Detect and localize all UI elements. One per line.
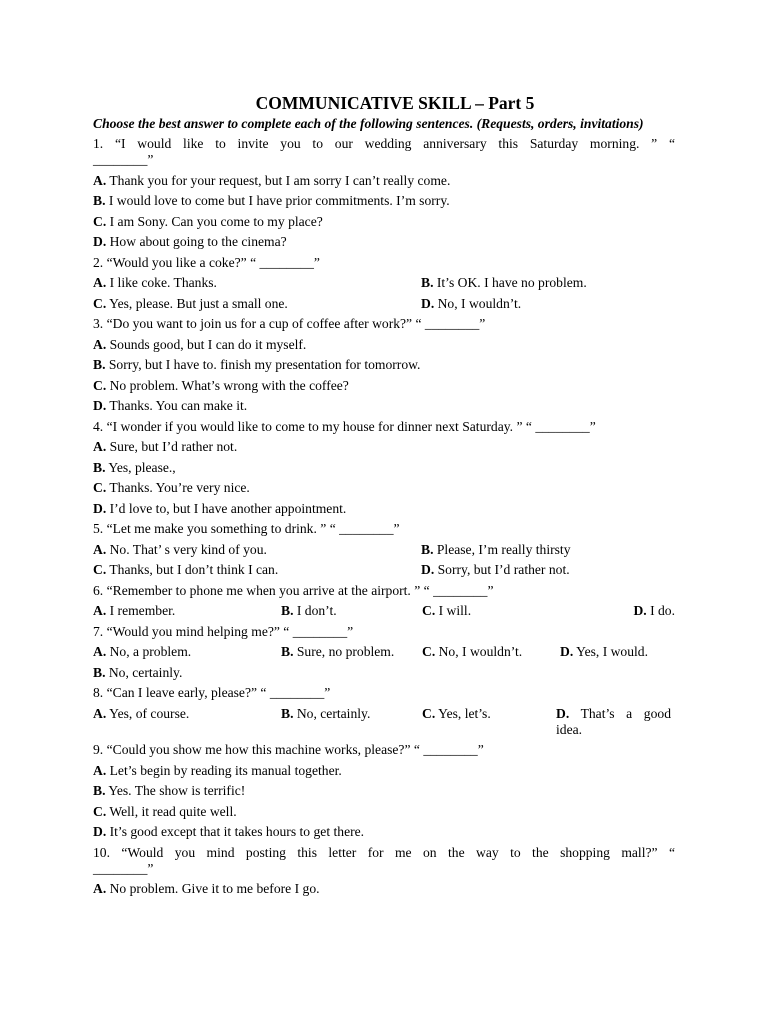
- option-5b: [421, 542, 571, 558]
- question-10: 10. “Would you mind posting this letter for me on the way to the shopping mall?” “: [93, 844, 675, 860]
- option-text: Yes, let’s.: [435, 705, 491, 721]
- option-text: Yes, please.,: [105, 459, 176, 475]
- option-1d: [93, 234, 675, 250]
- option-text: Thanks. You’re very nice.: [106, 480, 250, 495]
- option-text: Sure, no problem.: [293, 644, 395, 659]
- option-letter: C.: [93, 295, 107, 311]
- option-letter: D.: [421, 562, 435, 577]
- option-letter: C.: [422, 705, 436, 721]
- options-row-5ab: [93, 542, 675, 558]
- option-letter: A.: [93, 603, 107, 618]
- option-letter: A.: [93, 336, 107, 352]
- option-text: No, certainly.: [105, 664, 183, 680]
- question-2: 2. “Would you like a coke?” “ ________”: [93, 254, 320, 270]
- option-letter: C.: [93, 377, 107, 393]
- option-text: Thanks. You can make it.: [106, 398, 248, 413]
- option-7b: [281, 644, 422, 660]
- option-3a: [93, 337, 675, 353]
- option-letter: A.: [93, 705, 107, 721]
- option-text: Yes, I would.: [573, 644, 648, 659]
- option-letter: D.: [556, 705, 570, 721]
- option-text: Thank you for your request, but I am sorry I can’t really come.: [106, 172, 451, 188]
- option-text: Sorry, but I have to. finish my presentation for tomorrow.: [105, 357, 421, 372]
- option-letter: D.: [633, 603, 647, 618]
- option-letter: B.: [93, 193, 106, 208]
- option-text: It’s good except that it takes hours to get there.: [106, 824, 365, 839]
- instructions: [93, 116, 675, 132]
- option-text: No. That’ s very kind of you.: [106, 541, 267, 557]
- option-2c: [93, 296, 421, 312]
- option-letter: D.: [93, 234, 107, 249]
- option-letter: D.: [93, 398, 107, 413]
- instructions-line-1: Choose the best answer to complete each of the following sentences. (Requests, orders,: [93, 116, 577, 131]
- options-row-2ab: [93, 275, 675, 291]
- option-2d: [421, 296, 521, 312]
- option-letter: B.: [93, 357, 106, 372]
- option-text: I remember.: [106, 603, 176, 618]
- question-9: 9. “Could you show me how this machine works, please?” “ ________”: [93, 742, 484, 757]
- option-letter: C.: [93, 480, 107, 495]
- option-letter: C.: [422, 603, 436, 618]
- option-1c: [93, 214, 675, 230]
- question-7: 7. “Would you mind helping me?” “ ________”: [93, 623, 354, 639]
- option-6c: [422, 603, 606, 619]
- option-text: How about going to the cinema?: [106, 234, 287, 249]
- option-letter: C.: [93, 562, 107, 577]
- question-1-blank: ________”: [93, 152, 154, 167]
- option-text: That’s a good idea.: [556, 705, 671, 737]
- option-letter: A.: [93, 275, 107, 290]
- option-letter: C.: [93, 803, 107, 819]
- option-letter: A.: [93, 881, 107, 896]
- option-letter: A.: [93, 439, 107, 454]
- option-letter: A.: [93, 541, 107, 557]
- option-text: I’d love to, but I have another appointment.: [106, 500, 347, 516]
- option-text: Sounds good, but I can do it myself.: [106, 336, 307, 352]
- option-5d: [421, 562, 570, 578]
- option-text: Let’s begin by reading its manual together.: [106, 762, 342, 778]
- option-letter: D.: [93, 500, 107, 516]
- option-2b: [421, 275, 587, 291]
- option-text: Yes, of course.: [106, 705, 190, 721]
- option-text: Sorry, but I’d rather not.: [434, 562, 570, 577]
- question-1: 1. “I would like to invite you to our wedding anniversary this Saturday morning. ” “: [93, 136, 675, 151]
- option-letter: A.: [93, 172, 107, 188]
- option-7a: [93, 644, 281, 660]
- option-4a: [93, 439, 675, 455]
- option-1b: [93, 193, 675, 209]
- option-10a: [93, 881, 675, 897]
- option-text: I don’t.: [293, 603, 337, 618]
- option-text: Yes. The show is terrific!: [105, 783, 246, 798]
- option-text: No, I wouldn’t.: [434, 295, 522, 311]
- option-text: No problem. What’s wrong with the coffee?: [106, 377, 349, 393]
- option-5a: [93, 542, 421, 558]
- option-letter: B.: [93, 459, 106, 475]
- option-text: I do.: [646, 603, 675, 618]
- option-text: I will.: [435, 603, 472, 618]
- option-3b: [93, 357, 675, 373]
- option-9c: [93, 804, 675, 820]
- option-text: I like coke. Thanks.: [106, 275, 217, 290]
- option-9d: [93, 824, 675, 840]
- options-row-5cd: [93, 562, 675, 578]
- option-letter: B.: [281, 705, 294, 721]
- option-letter: B.: [281, 603, 294, 618]
- option-4c: [93, 480, 675, 496]
- option-letter: D.: [93, 824, 107, 839]
- option-text: Sure, but I’d rather not.: [106, 439, 238, 454]
- option-8d: [556, 706, 671, 738]
- question-3: 3. “Do you want to join us for a cup of coffee after work?” “ ________”: [93, 316, 486, 331]
- option-4d: [93, 501, 675, 517]
- question-6: 6. “Remember to phone me when you arrive at the airport. ” “ ________”: [93, 582, 494, 598]
- option-6d: [606, 603, 675, 619]
- option-letter: B.: [93, 783, 106, 798]
- instructions-line-2: invitations): [580, 116, 644, 131]
- option-letter: B.: [421, 275, 434, 290]
- option-9b: [93, 783, 675, 799]
- option-text: No, a problem.: [106, 644, 192, 659]
- page-title: COMMUNICATIVE SKILL – Part 5: [255, 93, 535, 113]
- option-letter: B.: [421, 541, 434, 557]
- option-letter: B.: [93, 664, 106, 680]
- option-8b: [281, 706, 422, 722]
- option-text: It’s OK. I have no problem.: [433, 275, 587, 290]
- option-letter: A.: [93, 644, 107, 659]
- option-letter: D.: [421, 295, 435, 311]
- option-7c: [422, 644, 560, 660]
- option-text: I would love to come but I have prior commitments. I’m sorry.: [105, 193, 450, 208]
- question-10-blank: ________”: [93, 860, 154, 876]
- question-8: 8. “Can I leave early, please?” “ ________”: [93, 685, 331, 700]
- option-3c: [93, 378, 675, 394]
- question-4: 4. “I wonder if you would like to come to my house for dinner next Saturday. ” “ ________”: [93, 418, 596, 434]
- option-7d: [560, 644, 648, 660]
- option-text: Well, it read quite well.: [106, 803, 237, 819]
- option-text: Yes, please. But just a small one.: [106, 295, 288, 311]
- option-letter: C.: [93, 213, 107, 229]
- option-8a: [93, 706, 281, 722]
- option-text: Please, I’m really thirsty: [433, 541, 571, 557]
- option-letter: A.: [93, 762, 107, 778]
- option-1a: [93, 173, 675, 189]
- option-2a: [93, 275, 421, 291]
- option-6b: [281, 603, 422, 619]
- options-row-6: [93, 603, 675, 619]
- option-6a: [93, 603, 281, 619]
- option-text: No, I wouldn’t.: [435, 644, 523, 659]
- worksheet-page: [93, 90, 675, 902]
- question-5: 5. “Let me make you something to drink. ” “ ________”: [93, 521, 400, 536]
- option-text: No problem. Give it to me before I go.: [106, 881, 320, 896]
- options-row-8: [93, 706, 675, 738]
- option-5c: [93, 562, 421, 578]
- option-letter: C.: [422, 644, 436, 659]
- option-9a: [93, 763, 675, 779]
- option-letter: B.: [281, 644, 294, 659]
- option-text: I am Sony. Can you come to my place?: [106, 213, 323, 229]
- option-letter: D.: [560, 644, 574, 659]
- options-row-7: [93, 644, 675, 660]
- option-text: No, certainly.: [293, 705, 371, 721]
- option-7-extra: [93, 665, 675, 681]
- option-3d: [93, 398, 675, 414]
- option-text: Thanks, but I don’t think I can.: [106, 562, 279, 577]
- option-8c: [422, 706, 560, 722]
- options-row-2cd: [93, 296, 675, 312]
- option-4b: [93, 460, 675, 476]
